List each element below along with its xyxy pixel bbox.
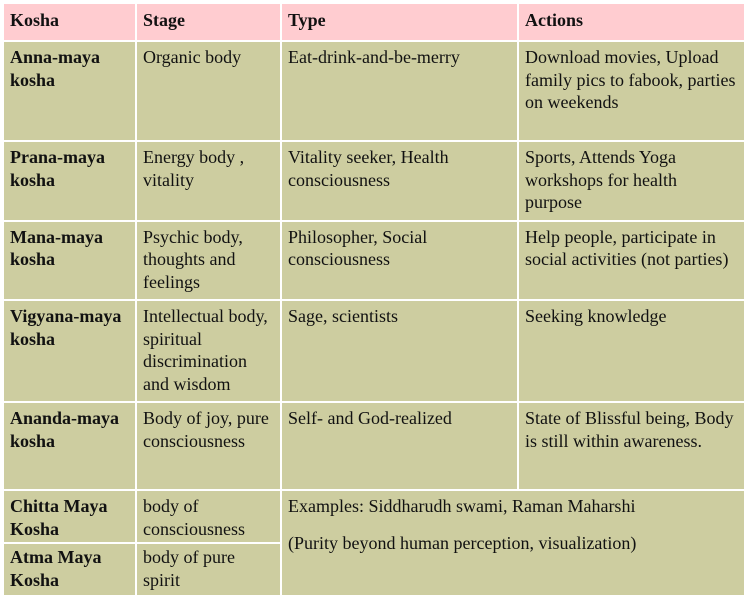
type-cell: Sage, scientists: [281, 300, 518, 402]
stage-cell: body of pure spirit: [136, 543, 281, 598]
kosha-cell: Atma Maya Kosha: [3, 543, 136, 598]
stage-cell: body of consciousness: [136, 490, 281, 543]
table-row: [3, 41, 745, 141]
header-actions: Actions: [518, 3, 745, 41]
type-cell: Eat-drink-and-be-merry: [281, 41, 518, 141]
table-header-row: [3, 3, 745, 41]
actions-cell: Download movies, Upload family pics to fabook, parties on weekends: [518, 41, 745, 141]
table-row: [3, 490, 745, 543]
examples-text: Examples: Siddharudh swami, Raman Maharshi: [288, 496, 636, 516]
stage-cell: Psychic body, thoughts and feelings: [136, 221, 281, 301]
actions-cell: Sports, Attends Yoga workshops for health purpose: [518, 141, 745, 221]
stage-cell: Body of joy, pure consciousness: [136, 402, 281, 490]
stage-cell: Energy body , vitality: [136, 141, 281, 221]
header-type: Type: [281, 3, 518, 41]
actions-cell: State of Blissful being, Body is still within awareness.: [518, 402, 745, 490]
kosha-cell: Anna-maya kosha: [3, 41, 136, 141]
header-stage: Stage: [136, 3, 281, 41]
table-row: [3, 402, 745, 490]
actions-cell: Seeking knowledge: [518, 300, 745, 402]
type-cell: Vitality seeker, Health consciousness: [281, 141, 518, 221]
kosha-cell: Chitta Maya Kosha: [3, 490, 136, 543]
table-row: [3, 300, 745, 402]
type-cell: Philosopher, Social consciousness: [281, 221, 518, 301]
header-kosha: Kosha: [3, 3, 136, 41]
table-row: [3, 221, 745, 301]
kosha-cell: Ananda-maya kosha: [3, 402, 136, 490]
kosha-cell: Vigyana-maya kosha: [3, 300, 136, 402]
table-row: [3, 141, 745, 221]
stage-cell: Intellectual body, spiritual discrimination and wisdom: [136, 300, 281, 402]
actions-cell: Help people, participate in social activities (not parties): [518, 221, 745, 301]
kosha-table: [2, 2, 746, 599]
purity-note-text: (Purity beyond human perception, visualization): [288, 532, 637, 553]
merged-examples-cell: [281, 490, 745, 598]
type-cell: Self- and God-realized: [281, 402, 518, 490]
kosha-cell: Mana-maya kosha: [3, 221, 136, 301]
kosha-cell: Prana-maya kosha: [3, 141, 136, 221]
stage-cell: Organic body: [136, 41, 281, 141]
kosha-table-container: [2, 2, 744, 595]
